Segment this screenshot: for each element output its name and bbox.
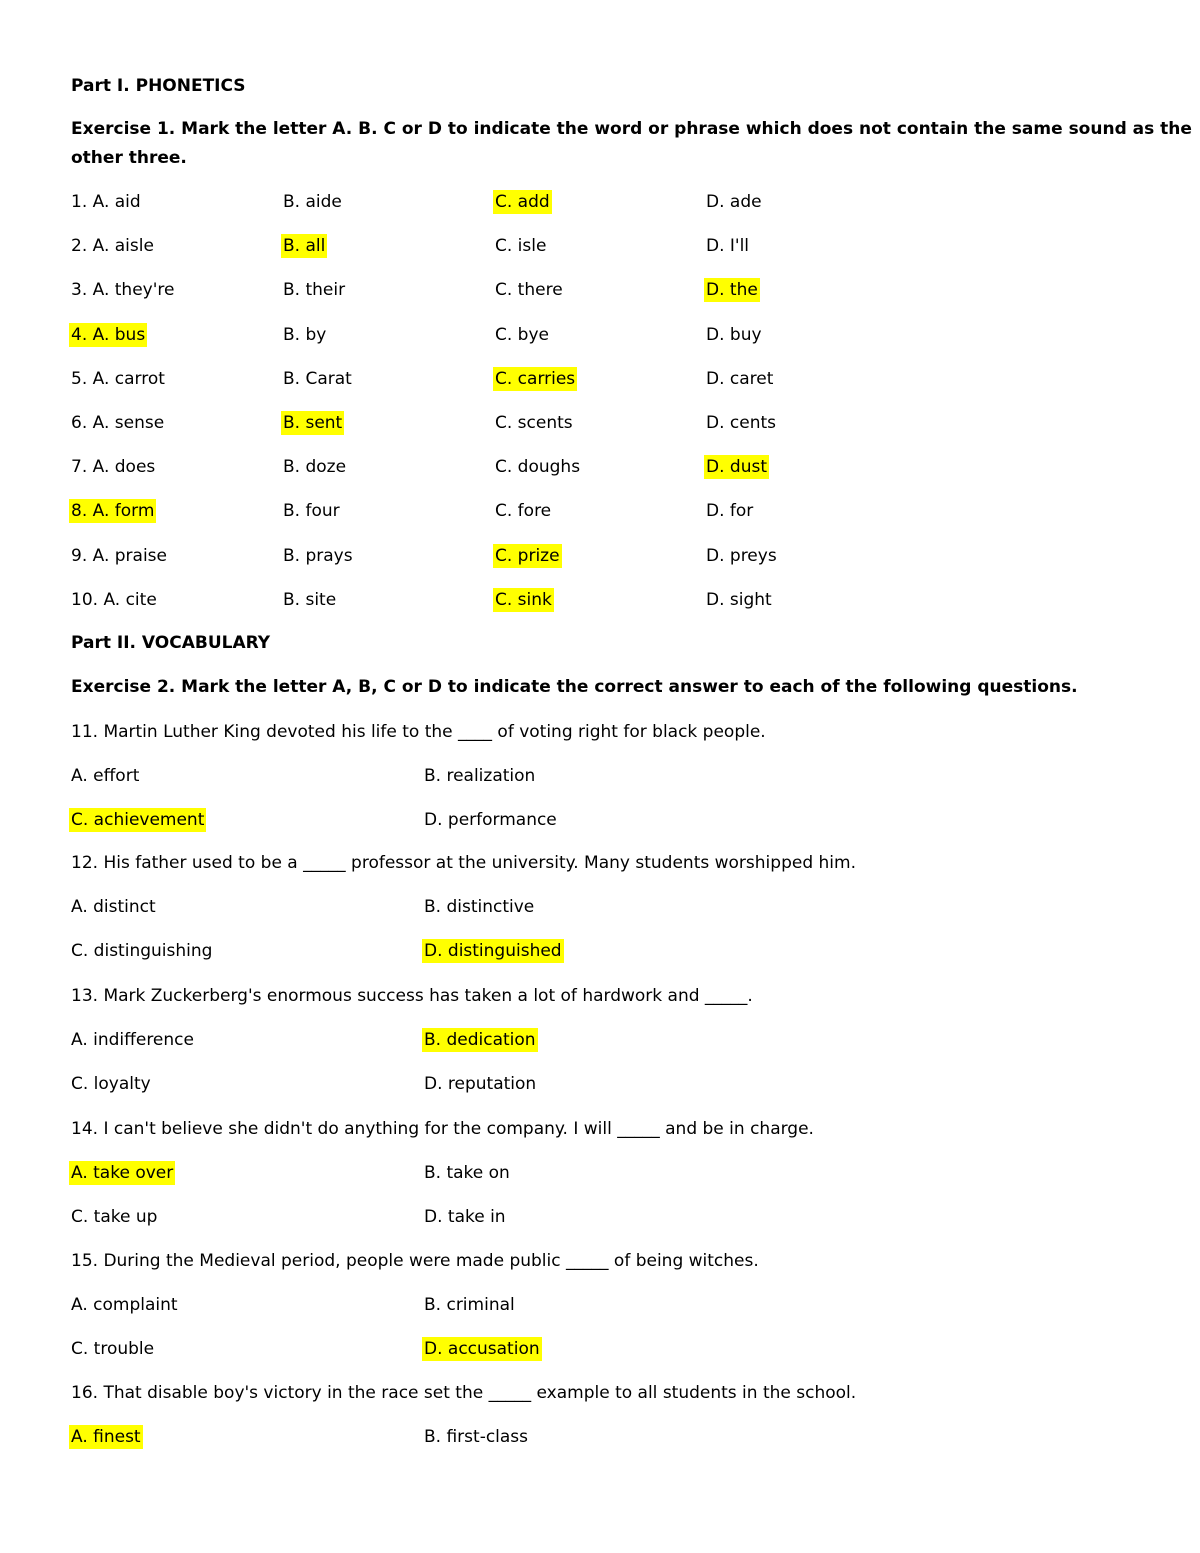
answer-option: D. sight — [706, 589, 772, 610]
answer-option: B. site — [283, 589, 337, 610]
answer-option: D. cents — [706, 413, 777, 433]
answer-option: A. distinct — [71, 897, 156, 917]
phonetics-row — [0, 323, 1200, 347]
part1-title: Part I. PHONETICS — [71, 76, 246, 96]
answer-option: B. doze — [283, 457, 347, 478]
phonetics-row — [0, 544, 1200, 568]
answer-option: D. I'll — [706, 236, 750, 257]
part2-title: Part II. VOCABULARY — [71, 633, 271, 653]
answer-option-highlighted: C. achievement — [71, 810, 205, 830]
answer-option: C. there — [495, 280, 563, 301]
answer-row — [0, 764, 1200, 788]
answer-option: B. by — [283, 324, 327, 345]
phonetics-row — [0, 499, 1200, 523]
question-text: 13. Mark Zuckerberg's enormous success has taken a lot of hardwork and _____. — [71, 986, 753, 1006]
answer-option-highlighted: A. finest — [71, 1427, 141, 1447]
answer-option-highlighted: C. sink — [495, 589, 552, 610]
answer-option-highlighted: B. all — [283, 236, 326, 257]
answer-option-highlighted: C. carries — [495, 368, 576, 389]
answer-row — [0, 1337, 1200, 1361]
answer-option-highlighted: D. the — [706, 280, 758, 301]
answer-option: B. prays — [283, 545, 353, 566]
answer-option: 6. A. sense — [71, 413, 165, 433]
answer-option: B. aide — [283, 192, 342, 212]
phonetics-row — [0, 411, 1200, 435]
answer-option: D. reputation — [424, 1074, 537, 1094]
answer-option: B. first-class — [424, 1427, 529, 1447]
answer-row — [0, 939, 1200, 963]
answer-option: 5. A. carrot — [71, 368, 165, 389]
answer-option: B. Carat — [283, 368, 352, 389]
answer-option-highlighted: D. dust — [706, 457, 767, 478]
answer-row — [0, 1028, 1200, 1052]
answer-option: 3. A. they're — [71, 280, 175, 301]
phonetics-row — [0, 278, 1200, 302]
answer-row — [0, 1425, 1200, 1449]
answer-option: B. four — [283, 501, 340, 522]
answer-option: A. indifference — [71, 1030, 194, 1050]
answer-option-highlighted: D. accusation — [424, 1339, 540, 1359]
answer-option-highlighted: A. take over — [71, 1163, 174, 1183]
answer-option-highlighted: C. prize — [495, 545, 560, 566]
answer-option-highlighted: B. dedication — [424, 1030, 536, 1050]
answer-option: C. trouble — [71, 1339, 155, 1359]
question-text: 15. During the Medieval period, people were made public _____ of being witches. — [71, 1251, 759, 1271]
answer-option: D. preys — [706, 545, 777, 566]
answer-option: B. their — [283, 280, 346, 301]
answer-option: A. complaint — [71, 1295, 178, 1315]
answer-option-highlighted: C. add — [495, 192, 550, 212]
answer-option: B. criminal — [424, 1295, 515, 1315]
answer-option: 2. A. aisle — [71, 236, 154, 257]
answer-option: C. doughs — [495, 457, 581, 478]
answer-option: 9. A. praise — [71, 545, 167, 566]
answer-row — [0, 1205, 1200, 1229]
answer-option: D. performance — [424, 810, 557, 830]
answer-option: 7. A. does — [71, 457, 156, 478]
phonetics-row — [0, 588, 1200, 612]
answer-option: D. for — [706, 501, 754, 522]
answer-row — [0, 808, 1200, 832]
answer-option: 1. A. aid — [71, 192, 141, 212]
answer-option: D. caret — [706, 368, 774, 389]
answer-option: 10. A. cite — [71, 589, 157, 610]
question-text: 11. Martin Luther King devoted his life to the ____ of voting right for black people. — [71, 722, 766, 742]
answer-option: B. realization — [424, 766, 536, 786]
phonetics-row — [0, 455, 1200, 479]
answer-option: C. isle — [495, 236, 547, 257]
exercise1-instruction-cont: other three. — [71, 148, 187, 168]
answer-option: C. bye — [495, 324, 549, 345]
answer-option-highlighted: 8. A. form — [71, 501, 155, 522]
answer-row — [0, 1293, 1200, 1317]
answer-option-highlighted: B. sent — [283, 413, 343, 433]
answer-option: C. scents — [495, 413, 573, 433]
question-text: 16. That disable boy's victory in the race set the _____ example to all students in the school. — [71, 1383, 857, 1403]
answer-option: B. distinctive — [424, 897, 535, 917]
answer-row — [0, 895, 1200, 919]
answer-option: D. ade — [706, 192, 762, 212]
answer-option: D. buy — [706, 324, 762, 345]
answer-option: A. effort — [71, 766, 140, 786]
answer-option: D. take in — [424, 1207, 506, 1227]
phonetics-row — [0, 367, 1200, 391]
answer-option: C. loyalty — [71, 1074, 151, 1094]
answer-option: B. take on — [424, 1163, 510, 1183]
phonetics-row — [0, 190, 1200, 214]
answer-option-highlighted: 4. A. bus — [71, 324, 146, 345]
answer-option: C. fore — [495, 501, 552, 522]
answer-option-highlighted: D. distinguished — [424, 941, 562, 961]
phonetics-row — [0, 234, 1200, 258]
exercise2-instruction: Exercise 2. Mark the letter A, B, C or D to indicate the correct answer to each of the following questions. — [71, 677, 1078, 697]
answer-option: C. take up — [71, 1207, 158, 1227]
question-text: 14. I can't believe she didn't do anything for the company. I will _____ and be in charge. — [71, 1119, 814, 1139]
answer-row — [0, 1161, 1200, 1185]
answer-row — [0, 1072, 1200, 1096]
question-text: 12. His father used to be a _____ professor at the university. Many students worshipped him. — [71, 853, 856, 873]
answer-option: C. distinguishing — [71, 941, 213, 961]
exercise1-instruction: Exercise 1. Mark the letter A. B. C or D to indicate the word or phrase which does not contain the same sound as the — [71, 119, 1192, 139]
